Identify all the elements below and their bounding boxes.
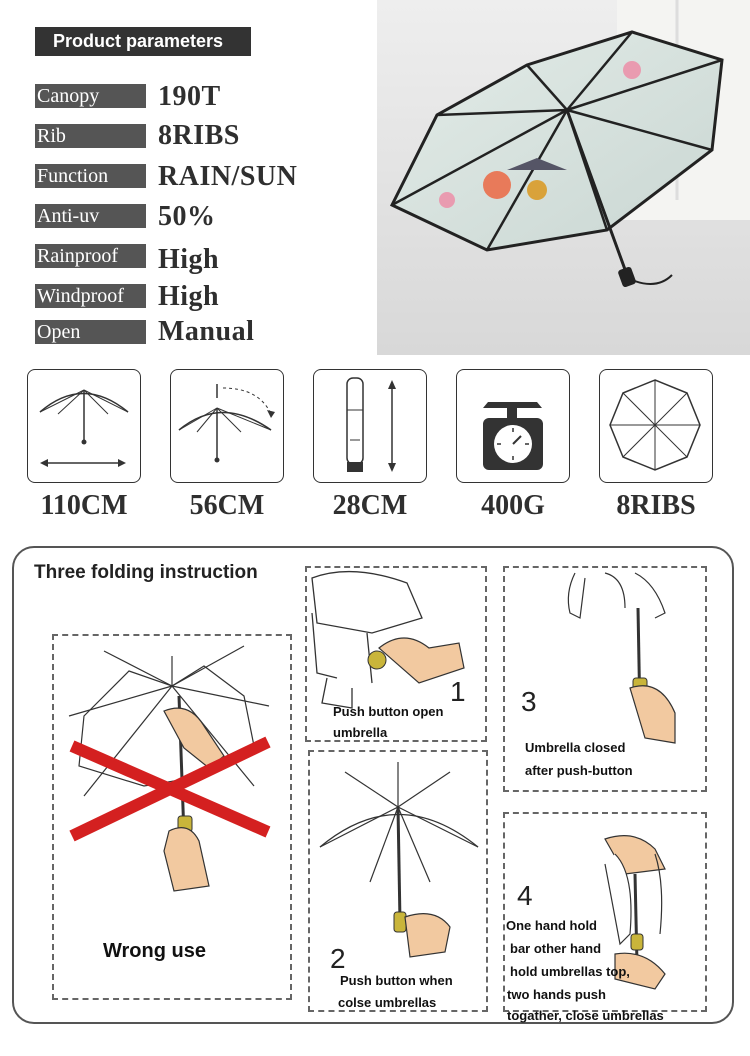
open-width-icon [27, 369, 141, 483]
param-value-function: RAIN/SUN [158, 161, 298, 192]
step-4-caption-line3: hold umbrellas top, [510, 964, 630, 979]
step-4-caption-line1: One hand hold [506, 918, 597, 933]
spec-folded-length-label: 28CM [332, 490, 408, 521]
step-4-panel [503, 812, 707, 1012]
step-4-caption-line5: togather, close umbrellas [507, 1008, 664, 1023]
param-value-open: Manual [158, 316, 255, 347]
step-1-caption-line2: umbrella [333, 725, 388, 740]
param-label-function: Function [35, 164, 146, 188]
umbrella-product-photo [377, 0, 750, 355]
step-2-number: 2 [330, 943, 346, 974]
spec-open-width-label: 110CM [40, 490, 128, 521]
step-4-illustration [505, 814, 705, 1010]
step-3-caption-line2: after push-button [525, 763, 633, 778]
param-value-canopy: 190T [158, 81, 221, 112]
step-2-caption-line1: Push button when [340, 973, 453, 988]
wrong-use-label: Wrong use [103, 940, 206, 962]
step-3-number: 3 [521, 686, 537, 717]
step-1-caption-line1: Push button open [333, 704, 444, 719]
spec-weight-label: 400G [481, 490, 545, 521]
step-4-caption-line2: bar other hand [510, 941, 602, 956]
step-4-caption-line4: two hands push [507, 987, 606, 1002]
param-value-windproof: High [158, 281, 220, 312]
radius-icon [170, 369, 284, 483]
spec-radius-label: 56CM [189, 490, 265, 521]
param-label-open: Open [35, 320, 146, 344]
param-label-rib: Rib [35, 124, 146, 148]
step-1-number: 1 [450, 676, 466, 707]
param-value-rib: 8RIBS [158, 120, 240, 151]
param-label-windproof: Windproof [35, 284, 146, 308]
step-3-caption-line1: Umbrella closed [525, 740, 626, 755]
product-parameters-title: Product parameters [35, 27, 251, 56]
step-3-panel [503, 566, 707, 792]
scale-icon [456, 369, 570, 483]
param-label-rainproof: Rainproof [35, 244, 146, 268]
param-label-anti-uv: Anti-uv [35, 204, 146, 228]
param-value-anti-uv: 50% [158, 201, 216, 232]
instruction-title: Three folding instruction [34, 562, 258, 583]
param-value-rainproof: High [158, 244, 220, 275]
step-3-illustration [505, 568, 705, 790]
ribs-icon [599, 369, 713, 483]
folded-length-icon [313, 369, 427, 483]
step-2-caption-line2: colse umbrellas [338, 995, 437, 1010]
param-label-canopy: Canopy [35, 84, 146, 108]
step-4-number: 4 [517, 880, 533, 911]
spec-ribs-label: 8RIBS [616, 490, 696, 521]
